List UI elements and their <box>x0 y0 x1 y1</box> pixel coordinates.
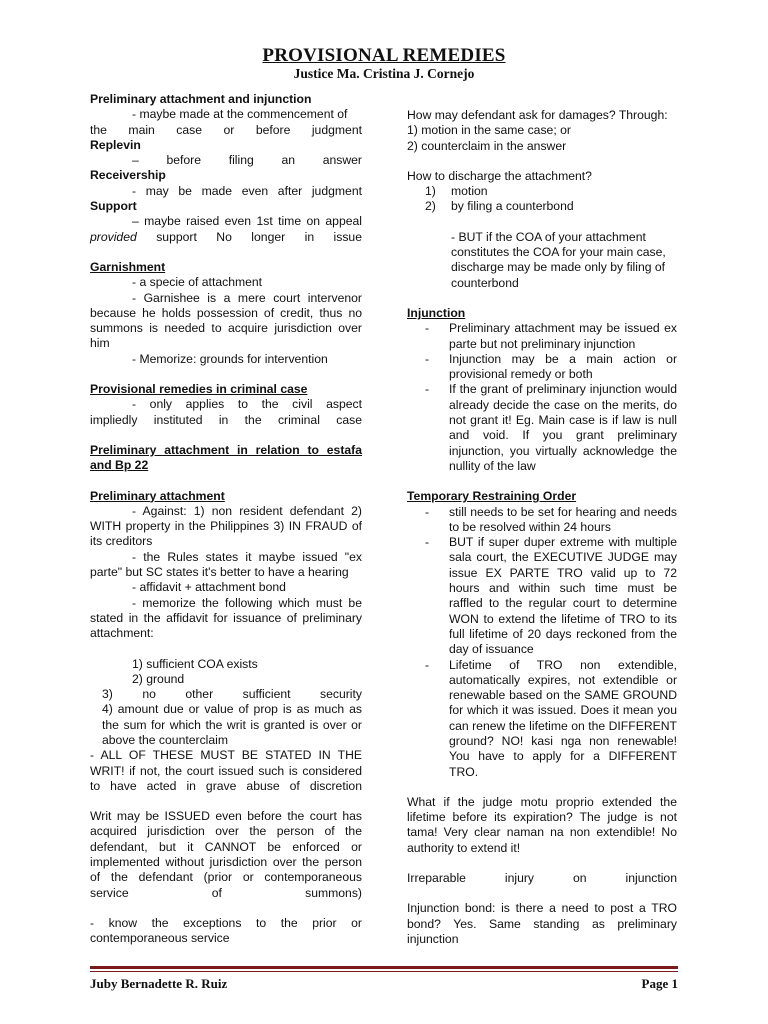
list-text: Lifetime of TRO non extendible, automatically expires, not extendible or renewable based on the SAME GROUND for which it was issued. Does it mean you can renew the lifetime on the DIFFERENT ground? NO! kasi nga non renewable! You have to apply for a DIFFERENT TRO. <box>449 657 677 779</box>
list-item: - still needs to be set for hearing and needs to be resolved within 24 hours <box>425 504 677 534</box>
italic-text: provided <box>90 229 137 244</box>
list-item: - If the grant of preliminary injunction would already decide the case on the merits, do not grant it! Eg. Main case is if law is null and void. If you grant preliminary injunction, you virtually acknowledge the nullity of the law <box>425 382 677 473</box>
footer-divider <box>90 971 678 972</box>
list-item: 3) no other sufficient security <box>102 687 362 702</box>
section-heading: Preliminary attachment in relation to estafa and Bp 22 <box>90 442 362 473</box>
list-text: Preliminary attachment may be issued ex parte but not preliminary injunction <box>449 321 677 351</box>
list-number: 2) <box>425 199 436 214</box>
paragraph: - memorize the following which must be stated in the affidavit for issuance of preliminary attachment: <box>90 595 362 641</box>
section-heading: Garnishment <box>90 259 166 274</box>
left-column <box>90 92 362 947</box>
footer-author: Juby Bernadette R. Ruiz <box>90 976 228 991</box>
paragraph: What if the judge motu proprio extended the lifetime before its expiration? The judge is not tama! Very clear naman na non extendible! No authority to extend it! <box>407 794 677 855</box>
paragraph: - only applies to the civil aspect <box>132 397 362 412</box>
list-item: 1) sufficient COA exists <box>132 656 258 671</box>
list-item: 2) counterclaim in the answer <box>407 138 567 153</box>
paragraph: - ALL OF THESE MUST BE STATED IN THE WRIT! if not, the court issued such is considered to have acted in grave abuse of discretion <box>90 748 362 793</box>
paragraph: - affidavit + attachment bond <box>132 580 286 595</box>
paragraph <box>90 230 362 245</box>
list-text: Injunction may be a main action or provisional remedy or both <box>449 351 677 382</box>
right-column <box>407 108 677 947</box>
section-heading: Temporary Restraining Order <box>407 489 577 504</box>
page-subtitle: Justice Ma. Cristina J. Cornejo <box>293 66 475 81</box>
section-heading: Preliminary attachment and injunction <box>90 92 312 106</box>
paragraph: - Garnishee is a mere court intervenor because he holds possession of credit, thus no summons is needed to acquire jurisdiction over him <box>90 290 362 351</box>
paragraph: Irreparable injury on injunction <box>407 871 677 886</box>
list-item: - Injunction may be a main action or provisional remedy or both <box>425 351 677 382</box>
paragraph: - know the exceptions to the prior or contemporaneous service <box>90 915 362 946</box>
paragraph: - maybe made at the commencement of <box>132 107 348 122</box>
paragraph: - may be made even after judgment <box>132 183 362 198</box>
paragraph: - the Rules states it maybe issued "ex parte" but SC states it's better to have a hearing <box>90 549 362 580</box>
list-item: - BUT if super duper extreme with multiple sala court, the EXECUTIVE JUDGE may issue EX PARTE TRO valid up to 72 hours and within such time must be raffled to the regular court to determine WON to extend the lifetime of TRO to its full lifetime of 20 days reckoned from the day of issuance <box>425 535 677 657</box>
list-text: by filing a counterbond <box>451 199 574 214</box>
section-heading: Preliminary attachment <box>90 488 225 503</box>
list-number: 1) <box>425 184 436 199</box>
list-text: BUT if super duper extreme with multiple sala court, the EXECUTIVE JUDGE may issue EX PARTE TRO valid up to 72 hours and within such time must be raffled to the regular court to determine WON to extend the lifetime of TRO to its full lifetime of 20 days reckoned from the day of issuance <box>449 535 677 657</box>
section-heading: Injunction <box>407 305 466 320</box>
list-item: - Lifetime of TRO non extendible, automatically expires, not extendible or renewable based on the SAME GROUND for which it was issued. Does it mean you can renew the lifetime on the DIFFERENT ground? NO! kasi nga non renewable! You have to apply for a DIFFERENT TRO. <box>425 657 677 779</box>
paragraph: - BUT if the COA of your attachment constitutes the COA for your main case, discharge may be made only by filing of counterbond <box>451 229 666 290</box>
list-text: motion <box>451 184 488 199</box>
list-item: - Preliminary attachment may be issued ex parte but not preliminary injunction <box>425 321 677 351</box>
list-item: 4) amount due or value of prop is as much as the sum for which the writ is granted is over or above the counterclaim <box>102 702 362 747</box>
paragraph: - a specie of attachment <box>132 275 263 290</box>
section-heading: Replevin <box>90 137 141 152</box>
list-item <box>407 184 677 199</box>
page-title: PROVISIONAL REMEDIES <box>262 45 506 66</box>
paragraph-text: support No longer in issue <box>136 229 362 244</box>
paragraph: Writ may be ISSUED even before the court has acquired jurisdiction over the person of the defendant, but it CANNOT be enforced or implemented without jurisdiction over the person of the defendant (prior or contemporaneous service of summons) <box>90 809 362 900</box>
footer-divider <box>90 966 678 969</box>
paragraph: – before filing an answer <box>132 153 362 168</box>
section-heading: Receivership <box>90 168 166 183</box>
page-number: Page 1 <box>641 976 678 991</box>
paragraph: - Memorize: grounds for intervention <box>132 351 328 366</box>
list-item <box>407 199 677 214</box>
section-heading: Provisional remedies in criminal case <box>90 382 308 397</box>
list-text: If the grant of preliminary injunction would already decide the case on the merits, do not grant it! Eg. Main case is if law is null and void. If you grant preliminary injunction, you virtually acknowledge the nullity of the law <box>449 382 677 473</box>
list-text: still needs to be set for hearing and needs to be resolved within 24 hours <box>449 504 677 534</box>
paragraph: the main case or before judgment <box>90 122 362 137</box>
paragraph: How to discharge the attachment? <box>407 168 592 183</box>
paragraph: Injunction bond: is there a need to post a TRO bond? Yes. Same standing as preliminary injunction <box>407 901 677 946</box>
list-item: 1) motion in the same case; or <box>407 123 571 138</box>
paragraph: impliedly instituted in the criminal case <box>90 412 362 427</box>
paragraph: - Against: 1) non resident defendant 2) WITH property in the Philippines 3) IN FRAUD of its creditors <box>90 503 362 549</box>
paragraph: How may defendant ask for damages? Through: <box>407 108 668 122</box>
section-heading: Support <box>90 199 137 214</box>
paragraph: – maybe raised even 1st time on appeal <box>132 214 362 229</box>
list-item: 2) ground <box>132 671 185 686</box>
